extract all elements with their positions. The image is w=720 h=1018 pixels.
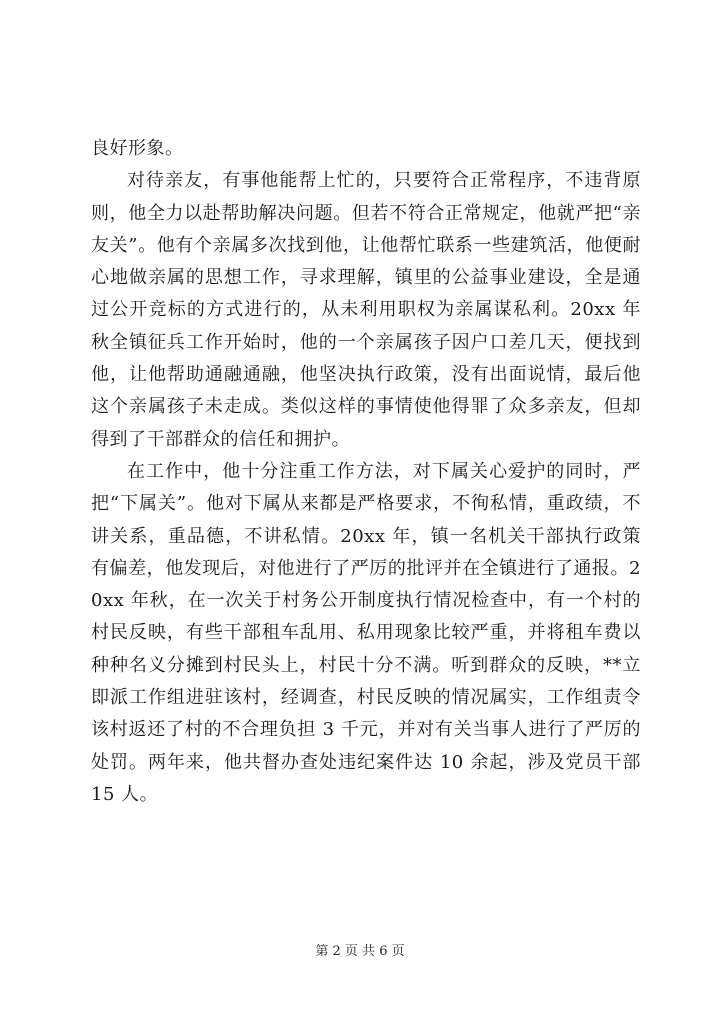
document-body bbox=[91, 133, 641, 811]
page-footer bbox=[0, 940, 720, 959]
paragraph-2: 对待亲友，有事他能帮上忙的，只要符合正常程序，不违背原则，他全力以赴帮助解决问题。但若不符合正常规定，他就严把“亲友关”。他有个亲属多次找到他，让他帮忙联系一些建筑活，他便耐心地做亲属的思想工作，寻求理解，镇里的公益事业建设，全是通过公开竞标的方式进行的，从未利用职权为亲属谋私利。20xx 年秋全镇征兵工作开始时，他的一个亲属孩子因户口差几天，便找到他，让他帮助通融通融，他坚决执行政策，没有出面说情，最后他这个亲属孩子未走成。类似这样的事情使他得罪了众多亲友，但却得到了干部群众的信任和拥护。 bbox=[91, 170, 641, 450]
page-number-label: 第 2 页 共 6 页 bbox=[315, 944, 405, 959]
paragraph-1: 良好形象。 bbox=[91, 138, 184, 159]
paragraph-3: 在工作中，他十分注重工作方法，对下属关心爱护的同时，严把“下属关”。他对下属从来都是严格要求，不徇私情，重政绩，不讲关系，重品德，不讲私情。20xx 年，镇一名机关干部执行政策有偏差，他发现后，对他进行了严厉的批评并在全镇进行了通报。20xx 年秋，在一次关于村务公开制度执行情况检查中，有一个村的村民反映，有些干部租车乱用、私用现象比较严重，并将租车费以种种名义分摊到村民头上，村民十分不满。听到群众的反映，**立即派工作组进驻该村，经调查，村民反映的情况属实，工作组责令该村返还了村的不合理负担 3 千元，并对有关当事人进行了严厉的处罚。两年来，他共督办查处违纪案件达 10 余起，涉及党员干部 15 人。 bbox=[91, 460, 641, 805]
